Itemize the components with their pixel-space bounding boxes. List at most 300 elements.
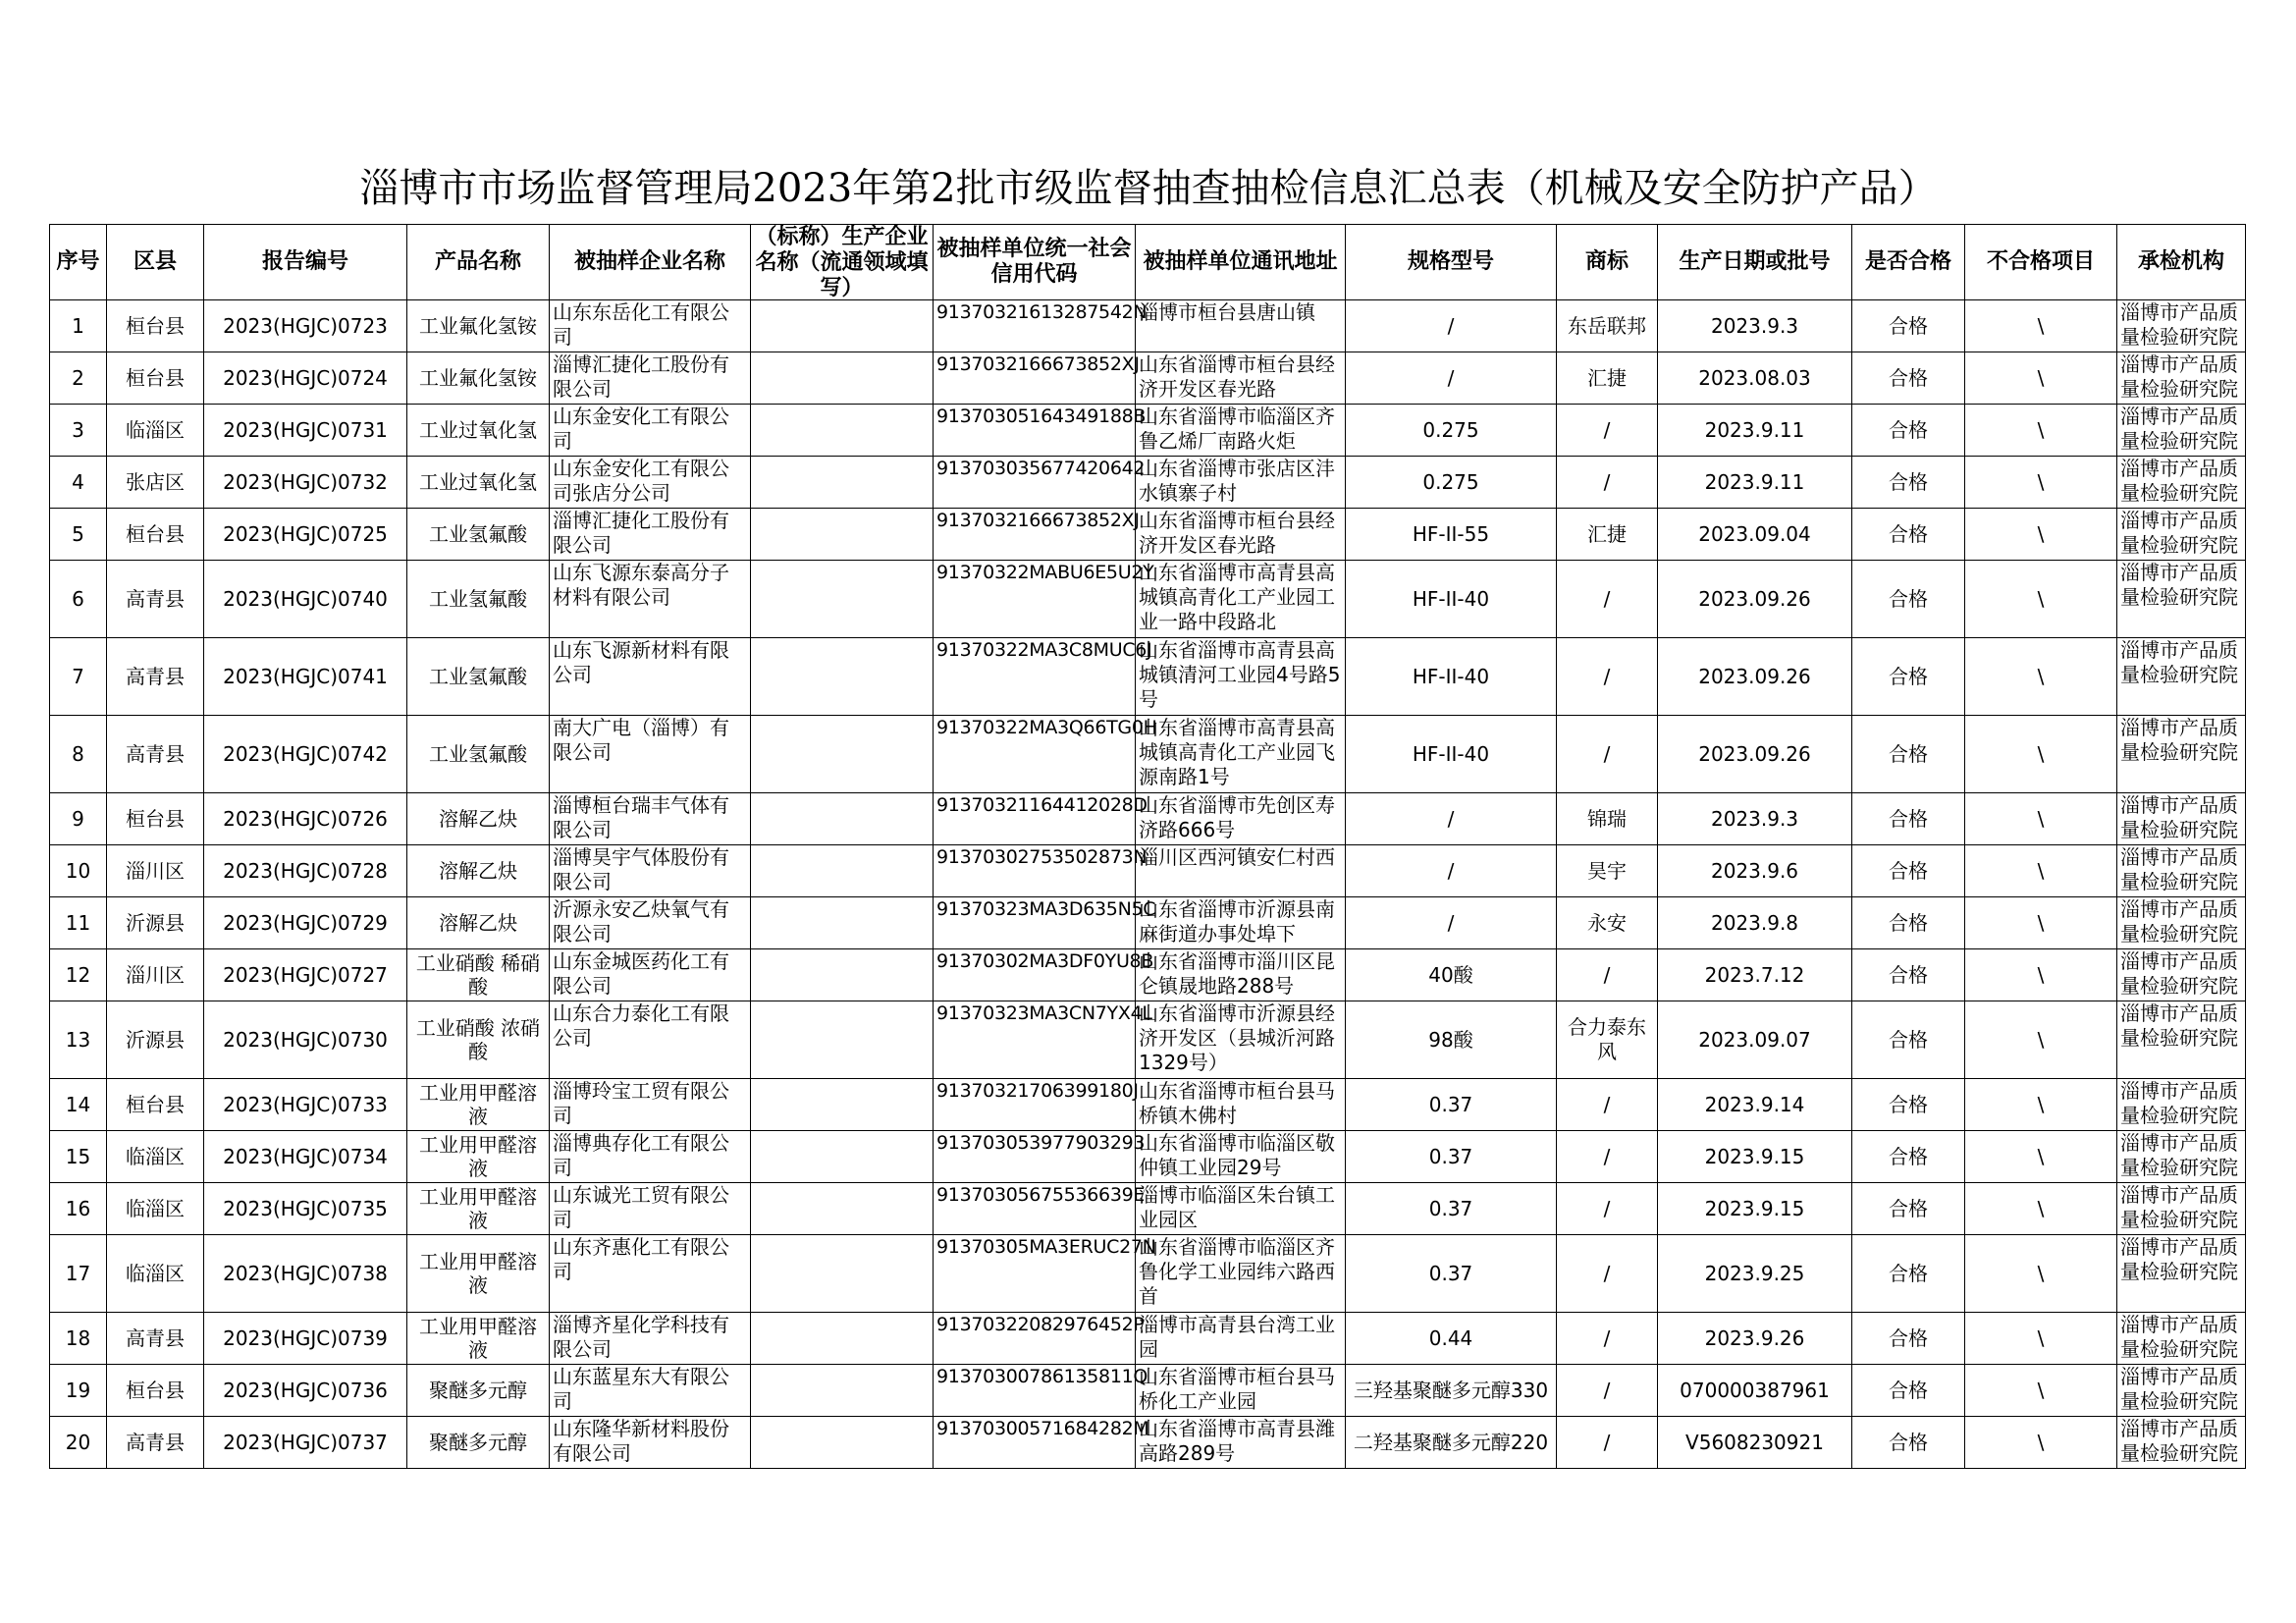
cell-product: 工业氢氟酸: [407, 509, 550, 561]
header-lab: 承检机构: [2117, 225, 2246, 300]
cell-qualified: 合格: [1852, 716, 1965, 793]
cell-date: 2023.09.07: [1658, 1001, 1852, 1079]
cell-report-no: 2023(HGJC)0723: [204, 300, 407, 352]
cell-lab: 淄博市产品质量检验研究院: [2117, 1417, 2246, 1469]
cell-date: 2023.9.3: [1658, 793, 1852, 845]
cell-credit-code: 91370305MA3ERUC27N: [934, 1235, 1136, 1313]
cell-address: 山东省淄博市桓台县马桥化工产业园: [1136, 1365, 1346, 1417]
cell-failed: \: [1965, 793, 2117, 845]
cell-producer: [751, 897, 934, 949]
cell-qualified: 合格: [1852, 949, 1965, 1001]
cell-report-no: 2023(HGJC)0731: [204, 405, 407, 457]
cell-qualified: 合格: [1852, 509, 1965, 561]
cell-failed: \: [1965, 949, 2117, 1001]
cell-seq: 8: [50, 716, 107, 793]
cell-company: 南大广电（淄博）有限公司: [550, 716, 751, 793]
cell-failed: \: [1965, 716, 2117, 793]
cell-qualified: 合格: [1852, 638, 1965, 716]
cell-report-no: 2023(HGJC)0742: [204, 716, 407, 793]
cell-qualified: 合格: [1852, 300, 1965, 352]
cell-failed: \: [1965, 1235, 2117, 1313]
cell-qualified: 合格: [1852, 1183, 1965, 1235]
cell-brand: /: [1557, 1313, 1658, 1365]
cell-lab: 淄博市产品质量检验研究院: [2117, 949, 2246, 1001]
cell-report-no: 2023(HGJC)0724: [204, 352, 407, 405]
cell-credit-code: 91370321164412028D: [934, 793, 1136, 845]
cell-address: 山东省淄博市先创区寿济路666号: [1136, 793, 1346, 845]
cell-district: 淄川区: [107, 845, 204, 897]
cell-credit-code: 91370302753502873N: [934, 845, 1136, 897]
cell-credit-code: 91370302MA3DF0YU8B: [934, 949, 1136, 1001]
cell-spec: /: [1346, 352, 1557, 405]
cell-seq: 2: [50, 352, 107, 405]
cell-qualified: 合格: [1852, 1131, 1965, 1183]
cell-company: 沂源永安乙炔氧气有限公司: [550, 897, 751, 949]
cell-district: 淄川区: [107, 949, 204, 1001]
cell-district: 临淄区: [107, 1235, 204, 1313]
cell-product: 工业用甲醛溶液: [407, 1313, 550, 1365]
cell-lab: 淄博市产品质量检验研究院: [2117, 1313, 2246, 1365]
cell-qualified: 合格: [1852, 1001, 1965, 1079]
cell-address: 山东省淄博市临淄区齐鲁化学工业园纬六路西首: [1136, 1235, 1346, 1313]
cell-address: 山东省淄博市桓台县经济开发区春光路: [1136, 509, 1346, 561]
cell-producer: [751, 1365, 934, 1417]
cell-date: 2023.9.14: [1658, 1079, 1852, 1131]
cell-product: 工业过氧化氢: [407, 457, 550, 509]
cell-report-no: 2023(HGJC)0741: [204, 638, 407, 716]
cell-producer: [751, 405, 934, 457]
cell-product: 工业氟化氢铵: [407, 352, 550, 405]
cell-seq: 15: [50, 1131, 107, 1183]
cell-report-no: 2023(HGJC)0737: [204, 1417, 407, 1469]
cell-brand: /: [1557, 1131, 1658, 1183]
cell-failed: \: [1965, 1365, 2117, 1417]
cell-district: 高青县: [107, 638, 204, 716]
table-row: [50, 1183, 2246, 1235]
table-row: [50, 405, 2246, 457]
cell-spec: /: [1346, 793, 1557, 845]
table-row: [50, 845, 2246, 897]
cell-report-no: 2023(HGJC)0730: [204, 1001, 407, 1079]
cell-product: 工业过氧化氢: [407, 405, 550, 457]
cell-spec: 0.275: [1346, 405, 1557, 457]
cell-producer: [751, 716, 934, 793]
cell-company: 淄博汇捷化工股份有限公司: [550, 509, 751, 561]
cell-company: 山东金安化工有限公司: [550, 405, 751, 457]
cell-brand: 汇捷: [1557, 352, 1658, 405]
cell-report-no: 2023(HGJC)0727: [204, 949, 407, 1001]
cell-company: 淄博桓台瑞丰气体有限公司: [550, 793, 751, 845]
cell-report-no: 2023(HGJC)0739: [204, 1313, 407, 1365]
table-row: [50, 457, 2246, 509]
cell-date: 2023.9.25: [1658, 1235, 1852, 1313]
cell-company: 淄博汇捷化工股份有限公司: [550, 352, 751, 405]
cell-brand: 东岳联邦: [1557, 300, 1658, 352]
cell-date: 2023.9.15: [1658, 1183, 1852, 1235]
cell-address: 山东省淄博市临淄区敬仲镇工业园29号: [1136, 1131, 1346, 1183]
cell-company: 淄博玲宝工贸有限公司: [550, 1079, 751, 1131]
cell-district: 高青县: [107, 1313, 204, 1365]
header-qualified: 是否合格: [1852, 225, 1965, 300]
cell-qualified: 合格: [1852, 1235, 1965, 1313]
cell-credit-code: 91370300571684282M: [934, 1417, 1136, 1469]
cell-seq: 7: [50, 638, 107, 716]
cell-credit-code: 91370322MA3Q66TG0H: [934, 716, 1136, 793]
table-row: [50, 352, 2246, 405]
cell-spec: /: [1346, 300, 1557, 352]
cell-brand: 汇捷: [1557, 509, 1658, 561]
cell-failed: \: [1965, 457, 2117, 509]
cell-failed: \: [1965, 1313, 2117, 1365]
cell-brand: /: [1557, 1183, 1658, 1235]
cell-spec: /: [1346, 897, 1557, 949]
cell-qualified: 合格: [1852, 1079, 1965, 1131]
cell-company: 山东诚光工贸有限公司: [550, 1183, 751, 1235]
cell-address: 山东省淄博市桓台县马桥镇木佛村: [1136, 1079, 1346, 1131]
cell-seq: 12: [50, 949, 107, 1001]
cell-date: 2023.9.11: [1658, 457, 1852, 509]
table-header-row: [50, 225, 2246, 300]
cell-failed: \: [1965, 300, 2117, 352]
cell-address: 淄博市临淄区朱台镇工业园区: [1136, 1183, 1346, 1235]
cell-address: 山东省淄博市沂源县南麻街道办事处埠下: [1136, 897, 1346, 949]
cell-company: 山东飞源新材料有限公司: [550, 638, 751, 716]
cell-district: 桓台县: [107, 300, 204, 352]
cell-district: 临淄区: [107, 405, 204, 457]
cell-district: 高青县: [107, 716, 204, 793]
cell-qualified: 合格: [1852, 845, 1965, 897]
cell-company: 淄博典存化工有限公司: [550, 1131, 751, 1183]
cell-credit-code: 91370321706399180J: [934, 1079, 1136, 1131]
cell-spec: HF-II-55: [1346, 509, 1557, 561]
cell-lab: 淄博市产品质量检验研究院: [2117, 1079, 2246, 1131]
cell-address: 淄川区西河镇安仁村西: [1136, 845, 1346, 897]
cell-date: 2023.09.26: [1658, 638, 1852, 716]
cell-qualified: 合格: [1852, 897, 1965, 949]
cell-company: 山东隆华新材料股份有限公司: [550, 1417, 751, 1469]
cell-failed: \: [1965, 1131, 2117, 1183]
cell-credit-code: 9137032166673852XJ: [934, 352, 1136, 405]
table-row: [50, 716, 2246, 793]
cell-report-no: 2023(HGJC)0728: [204, 845, 407, 897]
cell-spec: 二羟基聚醚多元醇220: [1346, 1417, 1557, 1469]
cell-credit-code: 91370323MA3CN7YX4L: [934, 1001, 1136, 1079]
cell-failed: \: [1965, 561, 2117, 638]
cell-lab: 淄博市产品质量检验研究院: [2117, 1365, 2246, 1417]
cell-district: 桓台县: [107, 352, 204, 405]
cell-seq: 13: [50, 1001, 107, 1079]
cell-seq: 20: [50, 1417, 107, 1469]
cell-report-no: 2023(HGJC)0736: [204, 1365, 407, 1417]
cell-product: 工业氢氟酸: [407, 561, 550, 638]
cell-seq: 19: [50, 1365, 107, 1417]
cell-lab: 淄博市产品质量检验研究院: [2117, 509, 2246, 561]
cell-failed: \: [1965, 1183, 2117, 1235]
cell-date: 2023.09.26: [1658, 561, 1852, 638]
cell-seq: 16: [50, 1183, 107, 1235]
cell-district: 临淄区: [107, 1131, 204, 1183]
cell-seq: 9: [50, 793, 107, 845]
page-title: 淄博市市场监督管理局2023年第2批市级监督抽查抽检信息汇总表（机械及安全防护产品）: [359, 166, 1938, 211]
cell-seq: 11: [50, 897, 107, 949]
header-credit-code: 被抽样单位统一社会信用代码: [934, 225, 1136, 300]
cell-address: 淄博市高青县台湾工业园: [1136, 1313, 1346, 1365]
cell-spec: /: [1346, 845, 1557, 897]
cell-district: 高青县: [107, 561, 204, 638]
cell-failed: \: [1965, 1001, 2117, 1079]
cell-spec: 0.37: [1346, 1235, 1557, 1313]
cell-producer: [751, 793, 934, 845]
cell-failed: \: [1965, 638, 2117, 716]
cell-seq: 3: [50, 405, 107, 457]
table-row: [50, 793, 2246, 845]
cell-failed: \: [1965, 897, 2117, 949]
cell-brand: 合力泰东风: [1557, 1001, 1658, 1079]
cell-failed: \: [1965, 509, 2117, 561]
cell-failed: \: [1965, 352, 2117, 405]
cell-spec: 三羟基聚醚多元醇330: [1346, 1365, 1557, 1417]
cell-credit-code: 91370322MA3C8MUC6J: [934, 638, 1136, 716]
cell-product: 聚醚多元醇: [407, 1365, 550, 1417]
cell-product: 工业用甲醛溶液: [407, 1079, 550, 1131]
cell-failed: \: [1965, 1417, 2117, 1469]
cell-district: 桓台县: [107, 1079, 204, 1131]
cell-date: V5608230921: [1658, 1417, 1852, 1469]
cell-brand: /: [1557, 716, 1658, 793]
cell-seq: 10: [50, 845, 107, 897]
cell-report-no: 2023(HGJC)0735: [204, 1183, 407, 1235]
cell-producer: [751, 1131, 934, 1183]
cell-brand: /: [1557, 638, 1658, 716]
cell-address: 山东省淄博市沂源县经济开发区（县城沂河路1329号）: [1136, 1001, 1346, 1079]
cell-date: 2023.09.26: [1658, 716, 1852, 793]
cell-report-no: 2023(HGJC)0740: [204, 561, 407, 638]
cell-seq: 1: [50, 300, 107, 352]
cell-date: 2023.9.8: [1658, 897, 1852, 949]
cell-seq: 18: [50, 1313, 107, 1365]
cell-lab: 淄博市产品质量检验研究院: [2117, 1235, 2246, 1313]
cell-date: 2023.9.15: [1658, 1131, 1852, 1183]
cell-report-no: 2023(HGJC)0734: [204, 1131, 407, 1183]
header-sampled-company: 被抽样企业名称: [550, 225, 751, 300]
cell-producer: [751, 457, 934, 509]
cell-credit-code: 91370305164349188B: [934, 405, 1136, 457]
cell-product: 工业用甲醛溶液: [407, 1131, 550, 1183]
cell-product: 工业硝酸 浓硝酸: [407, 1001, 550, 1079]
cell-company: 山东飞源东泰高分子材料有限公司: [550, 561, 751, 638]
cell-failed: \: [1965, 845, 2117, 897]
table-row: [50, 949, 2246, 1001]
header-address: 被抽样单位通讯地址: [1136, 225, 1346, 300]
cell-product: 工业用甲醛溶液: [407, 1183, 550, 1235]
cell-date: 2023.09.04: [1658, 509, 1852, 561]
cell-seq: 17: [50, 1235, 107, 1313]
cell-producer: [751, 1417, 934, 1469]
cell-lab: 淄博市产品质量检验研究院: [2117, 352, 2246, 405]
cell-producer: [751, 561, 934, 638]
header-brand: 商标: [1557, 225, 1658, 300]
cell-lab: 淄博市产品质量检验研究院: [2117, 897, 2246, 949]
cell-lab: 淄博市产品质量检验研究院: [2117, 1183, 2246, 1235]
cell-date: 070000387961: [1658, 1365, 1852, 1417]
cell-product: 工业用甲醛溶液: [407, 1235, 550, 1313]
table-row: [50, 897, 2246, 949]
cell-company: 淄博齐星化学科技有限公司: [550, 1313, 751, 1365]
cell-producer: [751, 1313, 934, 1365]
cell-qualified: 合格: [1852, 457, 1965, 509]
cell-company: 山东金安化工有限公司张店分公司: [550, 457, 751, 509]
table-row: [50, 1001, 2246, 1079]
cell-spec: 0.37: [1346, 1183, 1557, 1235]
cell-producer: [751, 509, 934, 561]
cell-district: 张店区: [107, 457, 204, 509]
cell-spec: 40酸: [1346, 949, 1557, 1001]
header-report-no: 报告编号: [204, 225, 407, 300]
header-seq: 序号: [50, 225, 107, 300]
cell-lab: 淄博市产品质量检验研究院: [2117, 1131, 2246, 1183]
header-product: 产品名称: [407, 225, 550, 300]
cell-credit-code: 913703053977903293: [934, 1131, 1136, 1183]
cell-failed: \: [1965, 1079, 2117, 1131]
cell-credit-code: 9137032166673852XJ: [934, 509, 1136, 561]
header-failed-items: 不合格项目: [1965, 225, 2117, 300]
cell-company: 山东金城医药化工有限公司: [550, 949, 751, 1001]
cell-brand: 锦瑞: [1557, 793, 1658, 845]
cell-spec: 0.275: [1346, 457, 1557, 509]
table-row: [50, 1365, 2246, 1417]
cell-address: 山东省淄博市张店区沣水镇寨子村: [1136, 457, 1346, 509]
cell-credit-code: 91370322MABU6E5U2Y: [934, 561, 1136, 638]
cell-lab: 淄博市产品质量检验研究院: [2117, 638, 2246, 716]
cell-credit-code: 91370323MA3D635N5C: [934, 897, 1136, 949]
cell-report-no: 2023(HGJC)0738: [204, 1235, 407, 1313]
inspection-table: [49, 224, 2246, 1469]
cell-producer: [751, 949, 934, 1001]
cell-qualified: 合格: [1852, 1365, 1965, 1417]
table-row: [50, 300, 2246, 352]
cell-product: 溶解乙炔: [407, 793, 550, 845]
cell-qualified: 合格: [1852, 405, 1965, 457]
cell-seq: 14: [50, 1079, 107, 1131]
cell-producer: [751, 1079, 934, 1131]
header-producer: （标称）生产企业名称（流通领域填写）: [751, 225, 934, 300]
cell-seq: 4: [50, 457, 107, 509]
cell-lab: 淄博市产品质量检验研究院: [2117, 1001, 2246, 1079]
cell-spec: 0.37: [1346, 1079, 1557, 1131]
table-row: [50, 1313, 2246, 1365]
cell-brand: 昊宇: [1557, 845, 1658, 897]
cell-report-no: 2023(HGJC)0725: [204, 509, 407, 561]
cell-lab: 淄博市产品质量检验研究院: [2117, 561, 2246, 638]
cell-spec: 0.44: [1346, 1313, 1557, 1365]
cell-spec: HF-II-40: [1346, 716, 1557, 793]
cell-brand: /: [1557, 561, 1658, 638]
table-row: [50, 1417, 2246, 1469]
cell-address: 山东省淄博市高青县高城镇高青化工产业园工业一路中段路北: [1136, 561, 1346, 638]
header-district: 区县: [107, 225, 204, 300]
cell-spec: 0.37: [1346, 1131, 1557, 1183]
cell-district: 高青县: [107, 1417, 204, 1469]
cell-seq: 5: [50, 509, 107, 561]
cell-producer: [751, 300, 934, 352]
cell-company: 山东合力泰化工有限公司: [550, 1001, 751, 1079]
cell-report-no: 2023(HGJC)0729: [204, 897, 407, 949]
cell-report-no: 2023(HGJC)0733: [204, 1079, 407, 1131]
cell-address: 山东省淄博市高青县高城镇清河工业园4号路5号: [1136, 638, 1346, 716]
cell-address: 山东省淄博市淄川区昆仑镇晟地路288号: [1136, 949, 1346, 1001]
cell-district: 沂源县: [107, 897, 204, 949]
cell-qualified: 合格: [1852, 561, 1965, 638]
cell-lab: 淄博市产品质量检验研究院: [2117, 716, 2246, 793]
cell-qualified: 合格: [1852, 793, 1965, 845]
cell-date: 2023.9.6: [1658, 845, 1852, 897]
cell-product: 工业氢氟酸: [407, 716, 550, 793]
cell-lab: 淄博市产品质量检验研究院: [2117, 457, 2246, 509]
cell-credit-code: 913703035677420642: [934, 457, 1136, 509]
cell-credit-code: 91370305675536639E: [934, 1183, 1136, 1235]
table-row: [50, 1131, 2246, 1183]
cell-credit-code: 91370322082976452P: [934, 1313, 1136, 1365]
table-row: [50, 1235, 2246, 1313]
cell-date: 2023.9.3: [1658, 300, 1852, 352]
cell-credit-code: 91370300786135811Q: [934, 1365, 1136, 1417]
cell-product: 工业硝酸 稀硝酸: [407, 949, 550, 1001]
cell-date: 2023.9.26: [1658, 1313, 1852, 1365]
cell-qualified: 合格: [1852, 1417, 1965, 1469]
cell-spec: 98酸: [1346, 1001, 1557, 1079]
cell-failed: \: [1965, 405, 2117, 457]
cell-seq: 6: [50, 561, 107, 638]
table-row: [50, 638, 2246, 716]
cell-producer: [751, 352, 934, 405]
cell-brand: /: [1557, 1079, 1658, 1131]
cell-brand: /: [1557, 949, 1658, 1001]
cell-product: 溶解乙炔: [407, 845, 550, 897]
cell-producer: [751, 1235, 934, 1313]
cell-lab: 淄博市产品质量检验研究院: [2117, 845, 2246, 897]
cell-lab: 淄博市产品质量检验研究院: [2117, 405, 2246, 457]
cell-producer: [751, 1183, 934, 1235]
cell-address: 山东省淄博市临淄区齐鲁乙烯厂南路火炬: [1136, 405, 1346, 457]
cell-lab: 淄博市产品质量检验研究院: [2117, 793, 2246, 845]
cell-spec: HF-II-40: [1346, 561, 1557, 638]
cell-producer: [751, 638, 934, 716]
cell-product: 工业氢氟酸: [407, 638, 550, 716]
cell-district: 沂源县: [107, 1001, 204, 1079]
cell-brand: /: [1557, 1365, 1658, 1417]
cell-spec: HF-II-40: [1346, 638, 1557, 716]
cell-brand: 永安: [1557, 897, 1658, 949]
cell-company: 山东蓝星东大有限公司: [550, 1365, 751, 1417]
cell-date: 2023.08.03: [1658, 352, 1852, 405]
cell-report-no: 2023(HGJC)0726: [204, 793, 407, 845]
cell-district: 桓台县: [107, 1365, 204, 1417]
cell-qualified: 合格: [1852, 352, 1965, 405]
cell-brand: /: [1557, 457, 1658, 509]
cell-company: 山东东岳化工有限公司: [550, 300, 751, 352]
cell-brand: /: [1557, 1417, 1658, 1469]
table-row: [50, 1079, 2246, 1131]
cell-brand: /: [1557, 405, 1658, 457]
header-date-batch: 生产日期或批号: [1658, 225, 1852, 300]
cell-lab: 淄博市产品质量检验研究院: [2117, 300, 2246, 352]
cell-brand: /: [1557, 1235, 1658, 1313]
cell-company: 山东齐惠化工有限公司: [550, 1235, 751, 1313]
cell-district: 桓台县: [107, 509, 204, 561]
cell-address: 淄博市桓台县唐山镇: [1136, 300, 1346, 352]
cell-producer: [751, 1001, 934, 1079]
cell-district: 桓台县: [107, 793, 204, 845]
